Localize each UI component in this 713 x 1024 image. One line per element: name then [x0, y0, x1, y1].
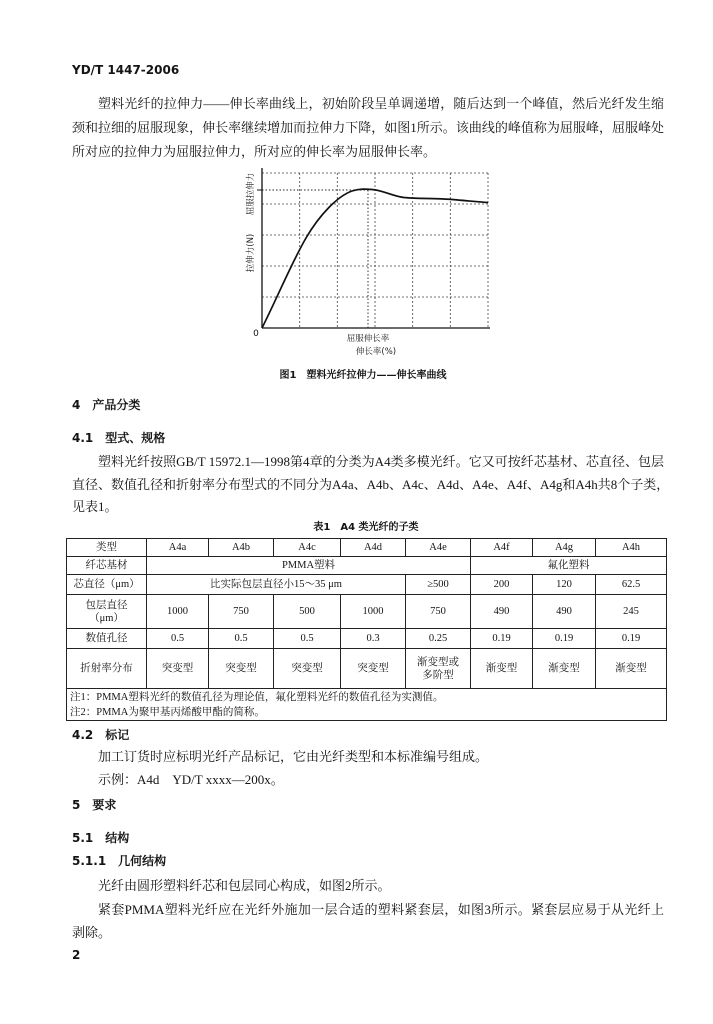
table-cell: 突变型	[274, 649, 341, 689]
table-cell: 750	[406, 595, 471, 629]
table-row-cladding-diameter	[67, 595, 667, 629]
table-cell: 490	[533, 595, 596, 629]
marking-text: 加工订货时应标明光纤产品标记，它由光纤类型和本标准编号组成。	[98, 749, 489, 764]
table-cell: 200	[471, 575, 533, 595]
table-cell: 0.5	[209, 629, 274, 649]
table-cell: 突变型	[147, 649, 209, 689]
table-cell: 120	[533, 575, 596, 595]
table-cell: 0.5	[274, 629, 341, 649]
table-cell: 渐变型	[596, 649, 667, 689]
y-axis-label: 拉伸力(N)	[246, 233, 256, 273]
page-number: 2	[72, 948, 81, 962]
section-5-1-1-heading: 5.1.1 几何结构	[72, 854, 167, 868]
table-cell: 突变型	[209, 649, 274, 689]
section-4-heading: 4 产品分类	[72, 398, 141, 412]
table-cell: 62.5	[596, 575, 667, 595]
paragraph-line: 塑料光纤按照GB/T 15972.1—1998第4章的分类为A4类多模光纤。它又可按纤芯基材、芯直径、包层	[98, 454, 664, 469]
table-cell: ≥500	[406, 575, 471, 595]
table-note: 注2：PMMA为聚甲基丙烯酸甲酯的简称。	[70, 706, 265, 718]
origin-label: 0	[253, 329, 259, 339]
figure-1-caption: 图1 塑料光纤拉伸力——伸长率曲线	[279, 370, 447, 381]
table-1-caption: 表1 A4 类光纤的子类	[313, 522, 419, 533]
table-cell: 氟化塑料	[471, 557, 667, 575]
row-label-text: 包层直径（μm）	[85, 599, 128, 624]
table-row-core-diameter	[67, 575, 667, 595]
section-4-1-heading: 4.1 型式、规格	[72, 431, 166, 445]
table-cell: 1000	[147, 595, 209, 629]
grid-lines	[262, 173, 488, 328]
table-row-notes	[67, 689, 667, 721]
section-5-heading: 5 要求	[72, 798, 117, 812]
row-label: 折射率分布	[67, 649, 147, 689]
intro-paragraph	[72, 92, 664, 164]
table-row-numerical-aperture	[67, 629, 667, 649]
paragraph-line: 直径、数值孔径和折射率分布型式的不同分为A4a、A4b、A4c、A4d、A4e、A4f、A4g和A4h共8个子类，	[72, 476, 670, 492]
table-cell: 突变型	[341, 649, 406, 689]
table-cell: 0.19	[471, 629, 533, 649]
table-cell: A4b	[209, 539, 274, 557]
table-cell: 渐变型	[471, 649, 533, 689]
table-cell: 0.19	[596, 629, 667, 649]
table-cell: 0.25	[406, 629, 471, 649]
table-row-index-profile	[67, 649, 667, 689]
intro-line: 塑料光纤的拉伸力——伸长率曲线上，初始阶段呈单调递增，随后达到一个峰值，然后光纤发生缩	[98, 96, 664, 111]
paragraph-line: 见表1。	[72, 499, 118, 514]
table-row-type	[67, 539, 667, 557]
table-cell-text: 渐变型或多阶型	[416, 656, 459, 681]
table-cell: 0.5	[147, 629, 209, 649]
row-label: 类型	[67, 539, 147, 557]
table-cell: PMMA塑料	[147, 557, 471, 575]
intro-line: 所对应的拉伸力为屈服拉伸力，所对应的伸长率为屈服伸长率。	[72, 144, 437, 159]
standard-code-header: YD/T 1447-2006	[72, 63, 180, 77]
table-row-material	[67, 557, 667, 575]
table-cell: 0.3	[341, 629, 406, 649]
row-label: 纤芯基材	[67, 557, 147, 575]
table-cell: 比实际包层直径小15～35 μm	[147, 575, 406, 595]
x-axis-label: 伸长率(%)	[355, 347, 397, 357]
table-cell: A4h	[596, 539, 667, 557]
section-5-1-heading: 5.1 结构	[72, 831, 130, 845]
marking-example: 示例：A4d YD/T xxxx—200x。	[98, 772, 284, 787]
intro-line: 颈和拉细的屈服现象，伸长率继续增加而拉伸力下降，如图1所示。该曲线的峰值称为屈服峰，屈服峰处	[72, 120, 664, 135]
table-cell: A4f	[471, 539, 533, 557]
figure-1-curve	[220, 160, 510, 365]
table-cell	[406, 649, 471, 689]
table-cell: 渐变型	[533, 649, 596, 689]
row-label: 数值孔径	[67, 629, 147, 649]
section-4-2-heading: 4.2 标记	[72, 728, 130, 742]
table-cell: 245	[596, 595, 667, 629]
table-cell: 500	[274, 595, 341, 629]
table-cell: A4a	[147, 539, 209, 557]
table-cell: 750	[209, 595, 274, 629]
table-cell: A4e	[406, 539, 471, 557]
x-mark-label: 屈服伸长率	[346, 334, 390, 344]
row-label: 芯直径（μm）	[67, 575, 147, 595]
paragraph-line: 光纤由圆形塑料纤芯和包层同心构成，如图2所示。	[98, 878, 391, 893]
row-label	[67, 595, 147, 629]
table-note: 注1：PMMA塑料光纤的数值孔径为理论值，氟化塑料光纤的数值孔径为实测值。	[70, 691, 444, 703]
table-cell: A4c	[274, 539, 341, 557]
table-1	[66, 538, 667, 721]
table-cell: A4d	[341, 539, 406, 557]
section-5-1-1-paragraph	[72, 874, 664, 945]
paragraph-line: 剥除。	[72, 925, 112, 940]
table-cell: 0.19	[533, 629, 596, 649]
table-cell: 490	[471, 595, 533, 629]
table-notes	[67, 689, 667, 721]
y-mark-label: 屈服拉伸力	[246, 172, 256, 216]
table-cell: A4g	[533, 539, 596, 557]
paragraph-line: 紧套PMMA塑料光纤应在光纤外施加一层合适的塑料紧套层，如图3所示。紧套层应易于从光纤上	[98, 901, 664, 917]
section-4-1-paragraph	[72, 451, 670, 519]
table-cell: 1000	[341, 595, 406, 629]
